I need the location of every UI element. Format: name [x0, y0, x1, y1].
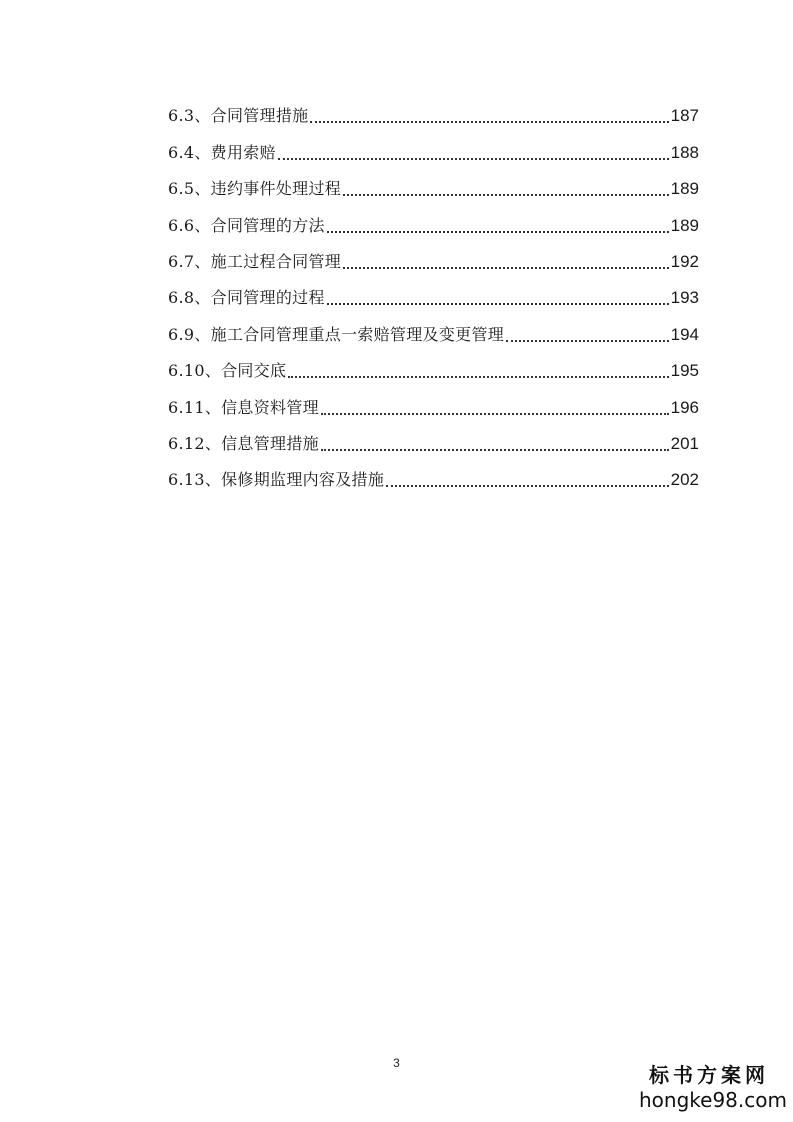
toc-entry-page: 188 — [670, 142, 699, 162]
toc-entry-page: 193 — [670, 288, 699, 308]
toc-entry-label: 6.7、施工过程合同管理 — [168, 251, 342, 271]
watermark-name: 标书方案网 — [649, 1063, 769, 1087]
toc-dot-leader — [321, 449, 669, 451]
toc-entry[interactable] — [168, 240, 699, 276]
toc-dot-leader — [506, 340, 669, 342]
toc-dot-leader — [343, 267, 669, 269]
toc-entry-label: 6.12、信息管理措施 — [168, 433, 319, 453]
toc-entry-page: 187 — [670, 106, 699, 126]
toc-dot-leader — [321, 413, 669, 415]
toc-entry-page: 201 — [670, 433, 699, 453]
toc-entry-page: 194 — [670, 324, 699, 344]
toc-entry-label: 6.11、信息资料管理 — [168, 397, 319, 417]
toc-entry-page: 202 — [670, 470, 699, 490]
toc-entry-label: 6.5、违约事件处理过程 — [168, 179, 342, 199]
toc-dot-leader — [327, 231, 669, 233]
toc-dot-leader — [278, 158, 669, 160]
toc-entry[interactable] — [168, 130, 699, 166]
toc-entry[interactable] — [168, 458, 699, 494]
toc-dot-leader — [343, 194, 669, 196]
toc-entry-page: 196 — [670, 397, 699, 417]
toc-dot-leader — [327, 303, 669, 305]
toc-entry[interactable] — [168, 203, 699, 239]
toc-entry-page: 189 — [670, 179, 699, 199]
watermark-domain: hongke98.com — [639, 1088, 787, 1112]
toc-dot-leader — [386, 485, 668, 487]
toc-entry-label: 6.6、合同管理的方法 — [168, 215, 325, 235]
toc-entry[interactable] — [168, 312, 699, 348]
toc-entry-page: 189 — [670, 215, 699, 235]
toc-entry[interactable] — [168, 167, 699, 203]
page-number: 3 — [393, 1056, 400, 1070]
toc-entry[interactable] — [168, 94, 699, 130]
toc-entry-label: 6.8、合同管理的过程 — [168, 288, 325, 308]
toc-entry[interactable] — [168, 276, 699, 312]
toc-dot-leader — [310, 121, 668, 123]
toc-entry-label: 6.10、合同交底 — [168, 361, 287, 381]
toc-entry[interactable] — [168, 385, 699, 421]
toc-entry-page: 192 — [670, 251, 699, 271]
toc-entry[interactable] — [168, 349, 699, 385]
toc-entry-label: 6.4、费用索赔 — [168, 142, 276, 162]
toc-entry-page: 195 — [670, 361, 699, 381]
toc-entry[interactable] — [168, 422, 699, 458]
table-of-contents — [168, 94, 699, 494]
toc-entry-label: 6.13、保修期监理内容及措施 — [168, 470, 385, 490]
toc-entry-label: 6.3、合同管理措施 — [168, 106, 309, 126]
toc-entry-label: 6.9、施工合同管理重点一索赔管理及变更管理 — [168, 324, 505, 344]
watermark-logo — [639, 1062, 787, 1112]
toc-dot-leader — [288, 376, 668, 378]
